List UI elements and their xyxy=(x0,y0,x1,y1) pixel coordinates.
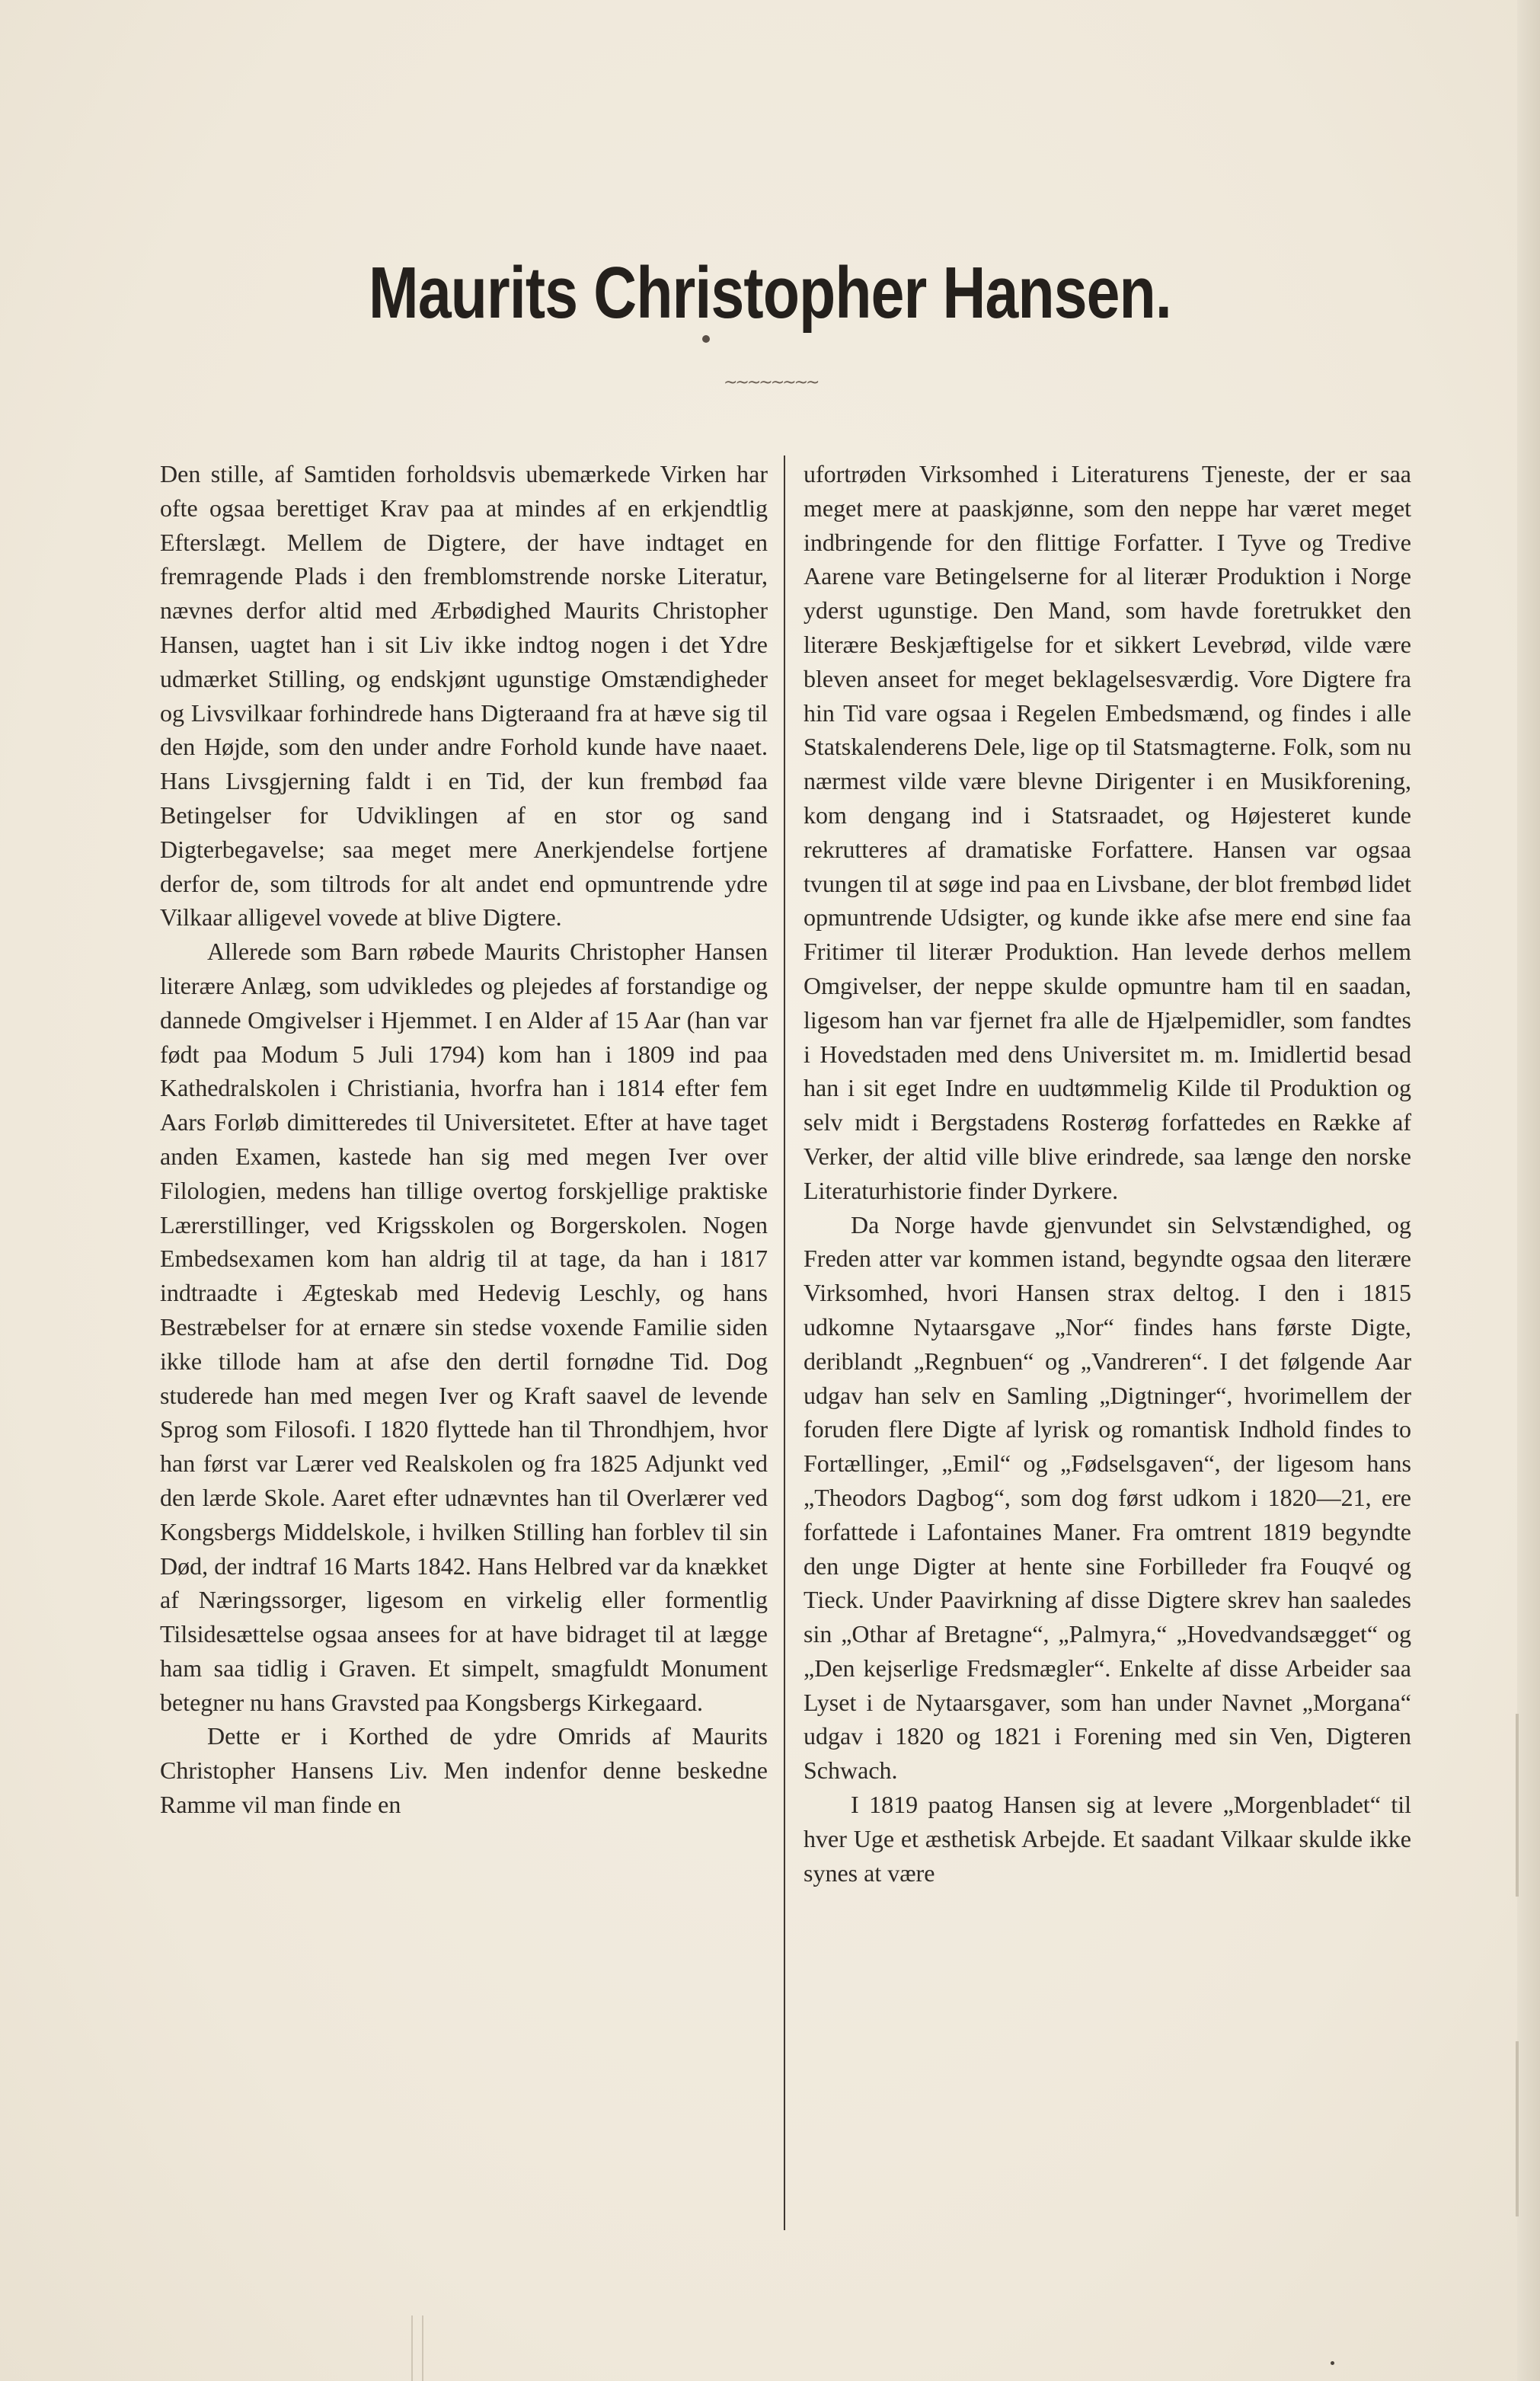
right-column xyxy=(804,457,1411,1890)
title-ornament-dot xyxy=(702,335,710,343)
paper-crease xyxy=(1516,2041,1519,2216)
column-divider xyxy=(784,455,785,2230)
paragraph: Da Norge havde gjenvundet sin Selvstændighed, og Freden atter var kommen istand, begyndte ogsaa den literære Virksomhed, hvori Hansen strax deltog. I den i 1815 udkomne Nytaarsgave „Nor“ findes hans første Digte, deriblandt „Regnbuen“ og „Vandreren“. I det følgende Aar udgav han selv en Samling „Digtninger“, hvorimellem der foruden flere Digte af lyrisk og romantisk Indhold findes to Fortællinger, „Emil“ og „Fødselsgaven“, der ligesom hans „Theodors Dagbog“, som dog først udkom i 1820—21, ere forfattede i Lafontaines Maner. Fra omtrent 1819 begyndte den unge Digter at hente sine Forbilleder fra Fouqvé og Tieck. Under Paavirkning af disse Digtere skrev han saaledes sin „Othar af Bretagne“, „Palmyra,“ „Hovedvandsægget“ og „Den kejserlige Fredsmægler“. Enkelte af disse Arbeider saa Lyset i de Nytaarsgaver, som han under Navnet „Morgana“ udgav i 1820 og 1821 i Forening med sin Ven, Digteren Schwach. xyxy=(804,1210,1411,1785)
left-column xyxy=(160,457,768,1822)
paragraph: ufortrøden Virksomhed i Literaturens Tjeneste, der er saa meget mere at paaskjønne, som den neppe har været meget indbringende for den flittige Forfatter. I Tyve og Tredive Aarene vare Betingelserne for al literær Produktion i Norge yderst ugunstige. Den Mand, som havde foretrukket den literære Beskjæftigelse for et sikkert Levebrød, vilde være bleven anseet for meget beklagelsesværdig. Vore Digtere fra hin Tid vare ogsaa i Regelen Embedsmænd, og findes i alle Statskalenderens Dele, lige op til Statsmagterne. Folk, som nu nærmest vilde være blevne Dirigenter i en Musikforening, kom dengang ind i Statsraadet, og Højesteret kunde rekrutteres af dramatiske Forfattere. Hansen var ogsaa tvungen til at søge ind paa en Livsbane, der blot frembød lidet opmuntrende Udsigter, og kunde ikke afse mere end sine faa Fritimer til literær Produktion. Han levede derhos mellem Omgivelser, der neppe skulde opmuntre ham til en saadan, ligesom han var fjernet fra alle de Hjælpemidler, som fandtes i Hovedstaden med dens Universitet m. m. Imidlertid besad han i sit eget Indre en uudtømmelig Kilde til Produktion og selv midt i Bergstadens Rosterøg forfattedes en Række af Verker, der altid ville blive erindrede, saa længe den norske Literaturhistorie finder Dyrkere. xyxy=(804,460,1411,1204)
paragraph: Dette er i Korthed de ydre Omrids af Maurits Christopher Hansens Liv. Men indenfor denne beskedne Ramme vil man finde en xyxy=(160,1722,768,1819)
title-ornament-rule: ~~~~~~~~ xyxy=(724,373,818,392)
paragraph: I 1819 paatog Hansen sig at levere „Morgenbladet“ til hver Uge et æsthetisk Arbejde. Et saadant Vilkaar skulde ikke synes at være xyxy=(804,1791,1411,1887)
ink-speck xyxy=(1331,2361,1334,2365)
paragraph: Allerede som Barn røbede Maurits Christopher Hansen literære Anlæg, som udvikledes og plejedes af forstandige og dannede Omgivelser i Hjemmet. I en Alder af 15 Aar (han var født paa Modum 5 Juli 1794) kom han i 1809 ind paa Kathedralskolen i Christiania, hvorfra han i 1814 efter fem Aars Forløb dimitteredes til Universitetet. Efter at have taget anden Examen, kastede han sig med megen Iver over Filologien, medens han tillige overtog forskjellige praktiske Lærerstillinger, ved Krigsskolen og Borgerskolen. Nogen Embedsexamen kom han aldrig til at tage, da han i 1817 indtraadte i Ægteskab med Hedevig Leschly, og hans Bestræbelser for at ernære sin stedse voxende Familie siden ikke tillode ham at afse den dertil fornødne Tid. Dog studerede han med megen Iver og Kraft saavel de levende Sprog som Filosofi. I 1820 flyttede han til Throndhjem, hvor han først var Lærer ved Realskolen og fra 1825 Adjunkt ved den lærde Skole. Aaret efter udnævntes han til Overlærer ved Kongsbergs Middelskole, i hvilken Stilling han forblev til sin Død, der indtraf 16 Marts 1842. Hans Helbred var da knækket af Næringssorger, ligesom en virkelig eller formentlig Tilsidesættelse ogsaa ansees for at have bidraget til at lægge ham saa tidlig i Graven. Et simpelt, smagfuldt Monument betegner nu hans Gravsted paa Kongsbergs Kirkegaard. xyxy=(160,938,768,1716)
binding-mark xyxy=(411,2315,423,2381)
paper-crease xyxy=(1516,1714,1519,1897)
page-edge-shadow xyxy=(1517,0,1540,2381)
paragraph: Den stille, af Samtiden forholdsvis ubemærkede Virken har ofte ogsaa berettiget Krav paa at mindes af en erkjendtlig Efterslægt. Mellem de Digtere, der have indtaget en fremragende Plads i den fremblomstrende norske Literatur, nævnes derfor altid med Ærbødighed Maurits Christopher Hansen, uagtet han i sit Liv ikke indtog nogen i det Ydre udmærket Stilling, og endskjønt ugunstige Omstændigheder og Livsvilkaar forhindrede hans Digteraand fra at hæve sig til den Højde, som den under andre Forhold kunde have naaet. Hans Livsgjerning faldt i en Tid, der kun frembød faa Betingelser for Udviklingen af en stor og sand Digterbegavelse; saa meget mere Anerkjendelse fortjene derfor de, som tiltrods for alt andet end opmuntrende ydre Vilkaar alligevel vovede at blive Digtere. xyxy=(160,460,768,932)
page-title: Maurits Christopher Hansen. xyxy=(369,252,1171,334)
